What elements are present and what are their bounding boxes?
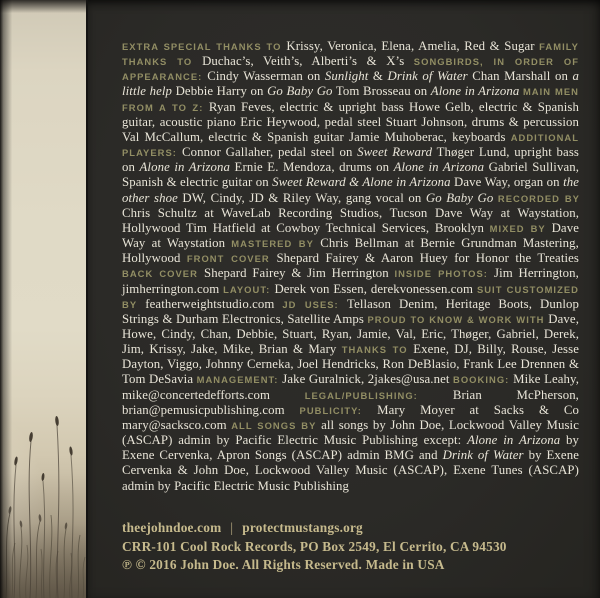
credit-text: Dave Way, organ on <box>450 175 564 190</box>
credit-text: Connor Gallaher, pedal steel on <box>181 145 358 160</box>
credit-text: & <box>368 69 388 84</box>
credit-text: Chris Schultz at WaveLab Recording Studios, Tucson Dave Way at Waystation, Hollywood Tim Hatfield at Cowboy Technical Services, Brooklyn <box>122 205 579 235</box>
credit-label: SONGBIRDS, IN ORDER OF APPEARANCE: <box>122 56 579 83</box>
credit-text: Ryan Feves, electric & upright bass Howe Gelb, electric & Spanish guitar, acoustic piano Eric Heywood, pedal steel Stuart Johnson, drums & percussion Val McCallum, electric & Spanish guitar Jamie Muhoberac, keyboards <box>122 99 579 144</box>
credits-paragraph <box>122 39 579 494</box>
credit-label: PUBLICITY: <box>299 404 378 416</box>
credit-label: LEGAL/PUBLISHING: <box>304 389 453 401</box>
credit-text: Jake Guralnick, 2jakes@usa.net <box>282 372 454 387</box>
footer-websites <box>122 519 582 538</box>
song-title: Alone in Arizona <box>467 433 561 448</box>
credit-label: ALL SONGS BY <box>231 419 322 431</box>
credit-text: Chris Bellman at Bernie Grundman Mastering, Hollywood <box>122 236 579 266</box>
pipe-separator: | <box>230 520 234 535</box>
song-title: Sweet Reward & Alone in Arizona <box>272 175 451 190</box>
credit-label: FAMILY THANKS TO <box>122 41 579 68</box>
credit-text: DW, Cindy, JD & Riley Way, gang vocal on <box>177 190 426 205</box>
song-title: Go Baby Go <box>267 84 333 99</box>
credit-text: Thøger Lund, upright bass on <box>122 145 579 175</box>
website-protectmustangs: protectmustangs.org <box>242 520 363 535</box>
song-title: Drink of Water <box>387 69 468 84</box>
credit-text: Mike Leahy, mike@concertedefforts.com <box>122 372 580 402</box>
credit-text: Krissy, Veronica, Elena, Amelia, Red & Sugar <box>286 39 540 53</box>
credit-label: MIXED BY <box>489 222 552 234</box>
footer-copyright: ℗ © 2016 John Doe. All Rights Reserved. Made in USA <box>122 557 445 573</box>
song-title: Go Baby Go <box>425 190 494 205</box>
song-title: a little help <box>122 69 579 99</box>
credit-text: Ernie E. Mendoza, drums on <box>230 160 394 175</box>
photo-edge-shadow <box>0 0 87 598</box>
credit-text: Shepard Fairey & Aaron Huey for Honor the Treaties <box>276 251 579 266</box>
credit-text: Tom Brosseau on <box>332 84 431 99</box>
song-title: Alone in Arizona <box>430 84 520 99</box>
credit-label: PROUD TO KNOW & WORK WITH <box>367 313 549 325</box>
credit-text: featherweightstudio.com <box>145 296 283 311</box>
credit-label: MASTERED BY <box>231 238 321 250</box>
credit-text: Exene, DJ, Billy, Rouse, Jesse Dayton, Viggo, Johnny Cerneka, Joel Hendricks, Ron DeBlasio, Frank Lee Drennen & Tom DeSavia <box>122 342 579 387</box>
credit-label: JD USES: <box>282 298 348 310</box>
credit-text: Cindy Wasserman on <box>207 69 325 84</box>
credit-text: Brian McPherson, brian@pemusicpublishing.com <box>122 387 579 417</box>
credit-label: INSIDE PHOTOS: <box>394 268 495 280</box>
credit-text: Gabriel Sullivan, Spanish & electric guitar on <box>122 160 580 190</box>
credit-text: by Exene Cervenka & John Doe, Lockwood Valley Music (ASCAP), Exene Tunes (ASCAP) admin by Pacific Electric Music Publishing <box>122 448 579 493</box>
song-title: Alone in Arizona <box>139 160 231 175</box>
song-title: Sunlight <box>324 69 369 84</box>
side-photo-grass-field <box>0 0 87 598</box>
credit-label: THANKS TO <box>341 344 414 356</box>
footer-record-label-address: CRR-101 Cool Rock Records, PO Box 2549, El Cerrito, CA 94530 <box>122 538 507 554</box>
credit-label: SUIT CUSTOMIZED BY <box>122 283 579 310</box>
credit-text: Derek von Essen, derekvonessen.com <box>274 281 477 296</box>
credit-text: Chan Marshall on <box>467 69 573 84</box>
song-title: the other shoe <box>122 175 579 205</box>
song-title: Drink of Water <box>442 448 524 463</box>
credit-text: Mary Moyer at Sacks & Co mary@sacksco.com <box>122 402 579 432</box>
credit-text: all songs by John Doe, Lockwood Valley Music (ASCAP) admin by Pacific Electric Music Publishing except: <box>122 417 579 448</box>
credit-label: LAYOUT: <box>223 283 275 295</box>
credit-text: Tellason Denim, Heritage Boots, Dunlop Strings & Durham Electronics, Satellite Amps <box>122 296 580 326</box>
credit-label: MAIN MEN FROM A TO Z: <box>122 86 579 113</box>
credit-label: EXTRA SPECIAL THANKS TO <box>122 41 287 52</box>
credit-text: Shepard Fairey & Jim Herrington <box>204 266 395 281</box>
credit-text: Dave, Howe, Cindy, Chan, Debbie, Stuart, Ryan, Jamie, Val, Eric, Thøger, Gabriel, Derek, Jim, Krissy, Jake, Mike, Brian & Mary <box>122 311 579 357</box>
credit-label: BOOKING: <box>453 374 514 386</box>
credit-label: FRONT COVER <box>186 253 277 265</box>
website-theejohndoe: theejohndoe.com <box>122 520 222 535</box>
credit-text: Duchac’s, Veith’s, Alberti’s & X’s <box>202 54 414 69</box>
credit-label: MANAGEMENT: <box>196 374 283 386</box>
footer-block <box>122 519 582 575</box>
credit-label: RECORDED BY <box>497 192 579 204</box>
credit-text: Jim Herrington, jimherrington.com <box>122 266 579 296</box>
credit-label: BACK COVER <box>122 268 204 280</box>
credit-text: Dave Way at Waystation <box>122 220 579 251</box>
song-title: Sweet Reward <box>357 145 433 160</box>
credit-text: Debbie Harry on <box>172 84 268 99</box>
credit-label: ADDITIONAL PLAYERS: <box>122 131 579 159</box>
song-title: Alone in Arizona <box>393 160 485 175</box>
credit-text: by Exene Cervenka, Apron Songs (ASCAP) admin BMG and <box>122 433 580 463</box>
